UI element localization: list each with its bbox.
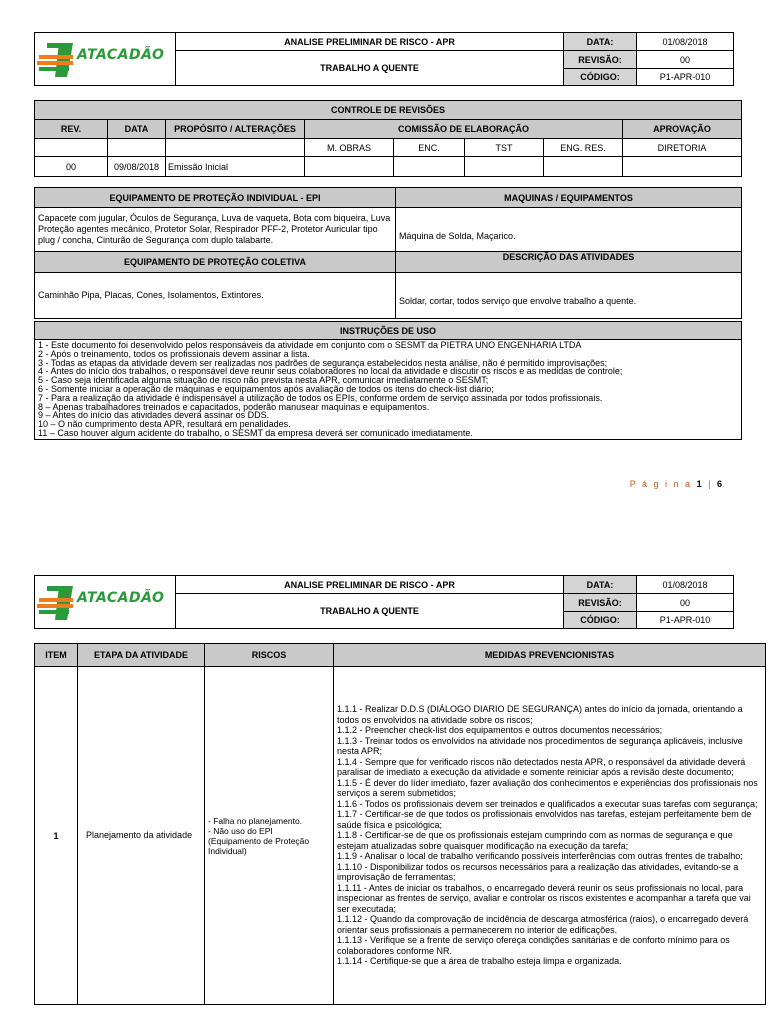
codigo-label: CÓDIGO: bbox=[564, 612, 637, 629]
instruction-item: 5 - Caso seja identificada alguma situação de risco não prevista nesta APR, comunicar imediatamente o SESMT; bbox=[38, 375, 489, 386]
page-total: 6 bbox=[716, 479, 724, 489]
row-item: 1 bbox=[35, 667, 78, 1005]
codigo-value: P1-APR-010 bbox=[637, 69, 734, 86]
measure-item: 1.1.14 - Certifique-se que a área de trabalho esteja limpa e organizada. bbox=[337, 956, 622, 967]
col-item: ITEM bbox=[35, 644, 78, 667]
col-rev: REV. bbox=[35, 120, 108, 139]
sub-tst: TST bbox=[465, 139, 544, 157]
codigo-value: P1-APR-010 bbox=[637, 612, 734, 629]
measure-item: 1.1.10 - Disponibilizar todos os recursos necessários para a realização das atividades, evitando-se a improvisação de ferramentas; bbox=[337, 861, 739, 883]
measure-item: 1.1.12 - Quando da comprovação de incidência de descarga atmosférica (raios), o encarregado deverá orientar seus profissionais a permanecerem no interior de edificações. bbox=[337, 914, 749, 935]
maq-text: Máquina de Solda, Maçarico. bbox=[396, 208, 742, 252]
epi-table bbox=[34, 187, 742, 319]
col-aprovacao: APROVAÇÃO bbox=[623, 120, 742, 139]
logo-cell bbox=[35, 33, 176, 86]
risk-table bbox=[34, 643, 766, 1005]
revision-row bbox=[35, 157, 742, 177]
col-data: DATA bbox=[108, 120, 166, 139]
page-number bbox=[630, 479, 724, 489]
measure-item: 1.1.13 - Verifique se a frente de serviço ofereça condições sanitárias e de conforto mínimo para os colaboradores conforme NR. bbox=[337, 935, 730, 956]
doc-title: ANALISE PRELIMINAR DE RISCO - APR bbox=[176, 576, 564, 594]
doc-subtitle: TRABALHO A QUENTE bbox=[176, 51, 564, 86]
row-etapa: Planejamento da atividade bbox=[78, 667, 205, 1005]
atacadao-logo bbox=[35, 576, 175, 628]
instructions-title: INSTRUÇÕES DE USO bbox=[35, 322, 742, 340]
sub-enc: ENC. bbox=[394, 139, 465, 157]
measure-item: 1.1.1 - Realizar D.D.S (DIÁLOGO DIARIO DE SEGURANÇA) antes do início da jornada, orientando a todos os envolvidos na atividade sobre os riscos; bbox=[337, 704, 743, 725]
data-label: DATA: bbox=[564, 33, 637, 51]
measure-item: 1.1.11 - Antes de iniciar os trabalhos, o encarregado deverá reunir os seus profissionais no local, para inspecionar as frentes de serviço, avaliar e controlar os riscos existentes e acompanhar a tarefa que vai ser executada; bbox=[337, 882, 751, 914]
instruction-item: 9 – Antes do início das atividades deverá assinar os DDS. bbox=[38, 410, 270, 421]
epc-title: EQUIPAMENTO DE PROTEÇÃO COLETIVA bbox=[35, 252, 396, 273]
maq-title: MAQUINAS / EQUIPAMENTOS bbox=[396, 188, 742, 208]
data-value: 01/08/2018 bbox=[637, 576, 734, 594]
logo-text: ATACADÃO bbox=[77, 47, 165, 63]
instruction-item: 8 – Apenas trabalhadores treinados e capacitados, poderão manusear maquinas e equipamentos. bbox=[38, 401, 430, 412]
instructions-table bbox=[34, 321, 742, 440]
col-medidas: MEDIDAS PREVENCIONISTAS bbox=[334, 644, 766, 667]
col-etapa: ETAPA DA ATIVIDADE bbox=[78, 644, 205, 667]
risk-item: - Não uso do EPI bbox=[208, 825, 273, 836]
logo-cell bbox=[35, 576, 176, 629]
desc-title: DESCRIÇÃO DAS ATIVIDADES bbox=[396, 252, 742, 273]
instruction-item: 11 – Caso houver algum acidente do trabalho, o SESMT da empresa deverá ser comunicado imediatamente. bbox=[38, 427, 473, 438]
instruction-item: 2 - Após o treinamento, todos os profissionais devem assinar a lista. bbox=[38, 348, 310, 359]
instruction-item: 7 - Para a realização da atividade é indispensável a utilização de todos os EPIs, conforme ordem de serviço assinada por todos profissionais. bbox=[38, 392, 603, 403]
revisao-label: REVISÃO: bbox=[564, 51, 637, 69]
epi-title: EQUIPAMENTO DE PROTEÇÃO INDIVIDUAL - EPI bbox=[35, 188, 396, 208]
row-riscos bbox=[205, 667, 334, 1005]
revisao-value: 00 bbox=[637, 594, 734, 612]
revisions-table bbox=[34, 100, 742, 177]
row-data: 09/08/2018 bbox=[108, 157, 166, 177]
sub-engres: ENG. RES. bbox=[544, 139, 623, 157]
instruction-item: 3 - Todas as etapas da atividade devem ser realizadas nos padrões de segurança estabelecidos nesta análise, não é permitido improvisações; bbox=[38, 357, 608, 368]
codigo-label: CÓDIGO: bbox=[564, 69, 637, 86]
doc-subtitle: TRABALHO A QUENTE bbox=[176, 594, 564, 629]
atacadao-logo bbox=[35, 33, 175, 85]
document-header-page2 bbox=[34, 575, 734, 629]
sub-diretoria: DIRETORIA bbox=[623, 139, 742, 157]
measure-item: 1.1.8 - Certificar-se de que os profissionais estejam cumprindo com as normas de segurança e que estejam atualizadas sobre quaisquer modificação na execução da tarefa; bbox=[337, 830, 733, 851]
logo-text: ATACADÃO bbox=[77, 590, 165, 606]
instruction-item: 10 – O não cumprimento desta APR, resultará em penalidades. bbox=[38, 419, 291, 430]
epi-text: Capacete com jugular, Óculos de Segurança, Luva de vaqueta, Bota com biqueira, Luva Proteção agentes mecânico, Protetor Solar, Respirador PFF-2, Protetor Auricular tipo plug / concha, Cinturão de Segurança com duplo talabarte. bbox=[35, 208, 396, 252]
col-riscos: RISCOS bbox=[205, 644, 334, 667]
col-proposito: PROPÓSITO / ALTERAÇÕES bbox=[166, 120, 305, 139]
data-label: DATA: bbox=[564, 576, 637, 594]
instructions-list bbox=[35, 340, 742, 440]
page-label: P á g i n a bbox=[629, 479, 693, 489]
desc-text: Soldar, cortar, todos serviço que envolve trabalho a quente. bbox=[396, 273, 742, 319]
instruction-item: 6 - Somente iniciar a operação de máquinas e equipamentos após avaliação de todos os itens do check-list diário; bbox=[38, 383, 494, 394]
sub-mobras: M. OBRAS bbox=[305, 139, 394, 157]
data-value: 01/08/2018 bbox=[637, 33, 734, 51]
measure-item: 1.1.7 - Certificar-se de que todos os profissionais envolvidos nas tarefas, estejam perfeitamente bem de saúde física e psicológica; bbox=[337, 809, 752, 830]
measure-item: 1.1.5 - É dever do líder imediato, fazer avaliação dos conhecimentos e experiências dos profissionais nos serviços a serem submetidos; bbox=[337, 777, 758, 799]
row-rev: 00 bbox=[35, 157, 108, 177]
measure-item: 1.1.2 - Preencher check-list dos equipamentos e outros documentos necessários; bbox=[337, 725, 663, 736]
instruction-item: 4 - Antes do início dos trabalhos, o responsável deve reunir seus colaboradores no local da atividade e discutir os riscos e as medidas de controle; bbox=[38, 366, 623, 377]
measure-item: 1.1.6 - Todos os profissionais devem ser treinados e qualificados a executar suas tarefas com segurança; bbox=[337, 798, 758, 809]
row-medidas bbox=[334, 667, 766, 1005]
row-proposito: Emissão Inicial bbox=[166, 157, 305, 177]
measure-item: 1.1.4 - Sempre que for verificado riscos não detectados nesta APR, o responsável da atividade deverá paralisar de imediato a execução da atividade e somente reiniciar após a revisão deste documento; bbox=[337, 756, 746, 778]
revisao-label: REVISÃO: bbox=[564, 594, 637, 612]
epc-text: Caminhão Pipa, Placas, Cones, Isolamentos, Extintores. bbox=[35, 273, 396, 319]
instruction-item: 1 - Este documento foi desenvolvido pelos responsáveis da atividade em conjunto com o SESMT da PIETRA UNO ENGENHARIA LTDA bbox=[38, 340, 582, 350]
measure-item: 1.1.9 - Analisar o local de trabalho verificando possíveis interferências com outras frentes de trabalho; bbox=[337, 851, 743, 862]
col-comissao: COMISSÃO DE ELABORAÇÃO bbox=[305, 120, 623, 139]
doc-title: ANALISE PRELIMINAR DE RISCO - APR bbox=[176, 33, 564, 51]
measure-item: 1.1.3 - Treinar todos os envolvidos na atividade nos procedimentos de segurança aplicáveis, inclusive nesta APR; bbox=[337, 735, 743, 757]
revisions-title: CONTROLE DE REVISÕES bbox=[35, 101, 742, 120]
document-header bbox=[34, 32, 734, 86]
page-separator: | bbox=[708, 479, 713, 489]
risk-row bbox=[35, 667, 766, 1005]
risk-item: - Falha no planejamento. bbox=[208, 815, 303, 826]
page-current: 1 bbox=[696, 479, 704, 489]
revisao-value: 00 bbox=[637, 51, 734, 69]
risk-item: (Equipamento de Proteção Individual) bbox=[208, 835, 310, 856]
